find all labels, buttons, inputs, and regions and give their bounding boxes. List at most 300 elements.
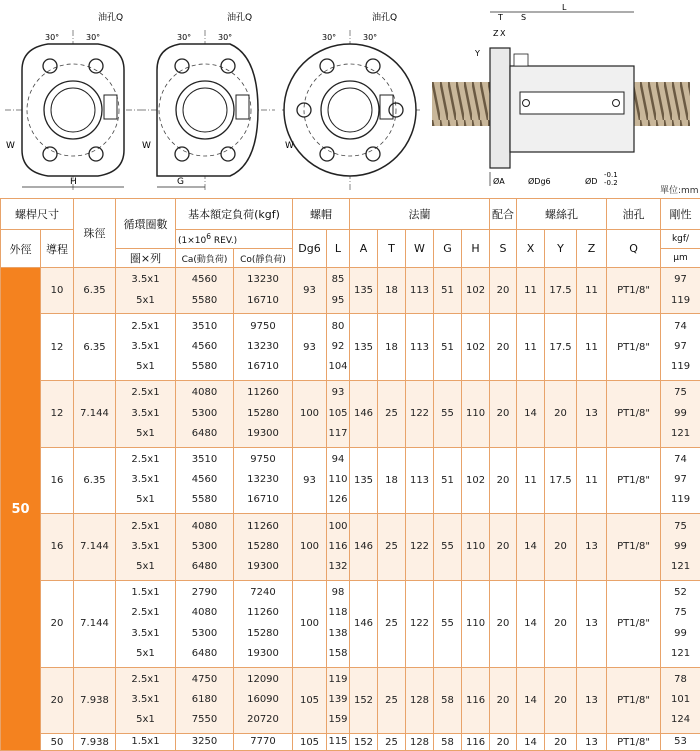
table-row bbox=[1, 667, 700, 734]
z-cell: 13 bbox=[577, 380, 607, 447]
w-cell: 122 bbox=[406, 580, 434, 667]
q-cell: PT1/8" bbox=[607, 447, 661, 514]
q-cell: PT1/8" bbox=[607, 580, 661, 667]
co-cell-value: 9750 bbox=[234, 450, 292, 470]
t-cell: 25 bbox=[378, 667, 406, 734]
h-cell: 110 bbox=[462, 514, 490, 581]
table-row bbox=[1, 514, 700, 581]
rigidity-cell-value: 119 bbox=[661, 357, 700, 377]
ball-dia-cell: 7.938 bbox=[74, 667, 116, 734]
svg-text:30°: 30° bbox=[218, 33, 232, 42]
rigidity-cell-value: 101 bbox=[661, 690, 700, 710]
l-cell-value: 100 bbox=[327, 517, 349, 537]
s-cell: 20 bbox=[490, 447, 517, 514]
t-cell: 25 bbox=[378, 734, 406, 751]
table-row bbox=[1, 380, 700, 447]
header-g: G bbox=[434, 230, 462, 268]
rigidity-cell-value: 124 bbox=[661, 710, 700, 730]
ball-dia-cell: 7.938 bbox=[74, 734, 116, 751]
svg-text:30°: 30° bbox=[177, 33, 191, 42]
h-cell: 116 bbox=[462, 734, 490, 751]
y-cell: 20 bbox=[545, 380, 577, 447]
header-co: Co(靜負荷) bbox=[234, 249, 293, 268]
ca-cell-value: 3510 bbox=[176, 317, 233, 337]
header-x: X bbox=[517, 230, 545, 268]
z-cell: 13 bbox=[577, 734, 607, 751]
lead-cell: 20 bbox=[41, 667, 74, 734]
x-cell: 14 bbox=[517, 580, 545, 667]
x-cell: 11 bbox=[517, 447, 545, 514]
rigidity-cell-value: 119 bbox=[661, 291, 700, 311]
svg-text:Z: Z bbox=[493, 29, 499, 38]
x-cell: 14 bbox=[517, 734, 545, 751]
l-cell-value: 95 bbox=[327, 291, 349, 311]
lead-cell: 50 bbox=[41, 734, 74, 751]
co-cell-value: 15280 bbox=[234, 404, 292, 424]
header-a: A bbox=[350, 230, 378, 268]
z-cell: 13 bbox=[577, 514, 607, 581]
ca-cell-value: 3250 bbox=[176, 734, 233, 750]
outer-diameter-cell: 50 bbox=[1, 268, 41, 751]
svg-text:S: S bbox=[521, 13, 526, 22]
rigidity-cell-value: 78 bbox=[661, 670, 700, 690]
ball-dia-cell: 6.35 bbox=[74, 268, 116, 314]
x-cell: 11 bbox=[517, 268, 545, 314]
ca-cell-value: 4750 bbox=[176, 670, 233, 690]
side-view-drawing bbox=[432, 3, 690, 187]
header-screw-size: 螺桿尺寸 bbox=[1, 199, 74, 230]
table-header bbox=[1, 199, 700, 268]
co-cell-value: 16710 bbox=[234, 490, 292, 510]
co-cell-value: 13230 bbox=[234, 270, 292, 290]
flange-drawing-3 bbox=[282, 11, 420, 190]
circuits-cell-value: 2.5x1 bbox=[116, 517, 175, 537]
rigidity-cell bbox=[661, 667, 700, 734]
circuits-cell-value: 5x1 bbox=[116, 357, 175, 377]
svg-text:-0.1: -0.1 bbox=[604, 171, 618, 179]
spec-table bbox=[0, 198, 700, 751]
ca-cell-value: 7550 bbox=[176, 710, 233, 730]
y-cell: 17.5 bbox=[545, 268, 577, 314]
rigidity-cell bbox=[661, 268, 700, 314]
l-cell bbox=[327, 514, 350, 581]
header-q: Q bbox=[607, 230, 661, 268]
header-fit: 配合 bbox=[490, 199, 517, 230]
h-cell: 116 bbox=[462, 667, 490, 734]
rigidity-cell-value: 99 bbox=[661, 537, 700, 557]
y-cell: 20 bbox=[545, 580, 577, 667]
table-row bbox=[1, 268, 700, 314]
table-row bbox=[1, 314, 700, 381]
s-cell: 20 bbox=[490, 734, 517, 751]
rigidity-cell-value: 119 bbox=[661, 490, 700, 510]
svg-text:L: L bbox=[562, 3, 567, 12]
t-cell: 25 bbox=[378, 514, 406, 581]
co-cell bbox=[234, 447, 293, 514]
h-cell: 102 bbox=[462, 314, 490, 381]
ca-cell-value: 4080 bbox=[176, 383, 233, 403]
ca-cell bbox=[176, 514, 234, 581]
header-rigidity: 剛性 bbox=[661, 199, 700, 230]
header-load-rating: 基本額定負荷(kgf) bbox=[176, 199, 293, 230]
co-cell-value: 19300 bbox=[234, 424, 292, 444]
svg-text:ØD: ØD bbox=[585, 176, 597, 186]
svg-text:30°: 30° bbox=[363, 33, 377, 42]
l-cell-value: 94 bbox=[327, 450, 349, 470]
svg-text:油孔Q: 油孔Q bbox=[227, 11, 252, 23]
circuits-cell-value: 3.5x1 bbox=[116, 404, 175, 424]
ca-cell-value: 4080 bbox=[176, 517, 233, 537]
a-cell: 152 bbox=[350, 667, 378, 734]
q-cell: PT1/8" bbox=[607, 514, 661, 581]
g-cell: 55 bbox=[434, 380, 462, 447]
a-cell: 135 bbox=[350, 314, 378, 381]
oil-hole-label-1: 油孔Q bbox=[98, 11, 123, 23]
header-ball-dia: 珠徑 bbox=[74, 199, 116, 268]
rigidity-cell bbox=[661, 734, 700, 751]
co-cell-value: 13230 bbox=[234, 337, 292, 357]
s-cell: 20 bbox=[490, 514, 517, 581]
l-cell-value: 92 bbox=[327, 337, 349, 357]
q-cell: PT1/8" bbox=[607, 268, 661, 314]
table-row bbox=[1, 580, 700, 667]
z-cell: 11 bbox=[577, 268, 607, 314]
l-cell bbox=[327, 667, 350, 734]
l-cell-value: 93 bbox=[327, 383, 349, 403]
l-cell-value: 139 bbox=[327, 690, 349, 710]
l-cell-value: 126 bbox=[327, 490, 349, 510]
l-cell-value: 116 bbox=[327, 537, 349, 557]
svg-text:30°: 30° bbox=[86, 33, 100, 42]
circuits-cell-value: 2.5x1 bbox=[116, 383, 175, 403]
l-cell-value: 104 bbox=[327, 357, 349, 377]
y-cell: 20 bbox=[545, 734, 577, 751]
g-cell: 51 bbox=[434, 268, 462, 314]
svg-text:G: G bbox=[177, 177, 184, 187]
ca-cell-value: 5300 bbox=[176, 624, 233, 644]
svg-text:H: H bbox=[70, 177, 77, 187]
lead-cell: 16 bbox=[41, 514, 74, 581]
circuits-cell-value: 3.5x1 bbox=[116, 270, 175, 290]
ca-cell-value: 5580 bbox=[176, 490, 233, 510]
l-cell-value: 117 bbox=[327, 424, 349, 444]
rigidity-cell-value: 97 bbox=[661, 270, 700, 290]
circuits-cell bbox=[116, 314, 176, 381]
ca-cell-value: 4560 bbox=[176, 470, 233, 490]
l-cell-value: 80 bbox=[327, 317, 349, 337]
circuits-cell-value: 5x1 bbox=[116, 710, 175, 730]
l-cell bbox=[327, 314, 350, 381]
circuits-cell-value: 2.5x1 bbox=[116, 450, 175, 470]
svg-text:W: W bbox=[142, 141, 151, 151]
co-cell-value: 13230 bbox=[234, 470, 292, 490]
g-cell: 51 bbox=[434, 447, 462, 514]
ca-cell bbox=[176, 314, 234, 381]
w-cell: 113 bbox=[406, 314, 434, 381]
a-cell: 135 bbox=[350, 447, 378, 514]
a-cell: 152 bbox=[350, 734, 378, 751]
ball-dia-cell: 7.144 bbox=[74, 580, 116, 667]
co-cell-value: 15280 bbox=[234, 624, 292, 644]
rigidity-cell-value: 75 bbox=[661, 517, 700, 537]
lead-cell: 10 bbox=[41, 268, 74, 314]
circuits-cell bbox=[116, 447, 176, 514]
l-cell-value: 159 bbox=[327, 710, 349, 730]
dg6-cell: 100 bbox=[293, 380, 327, 447]
rigidity-cell-value: 99 bbox=[661, 404, 700, 424]
g-cell: 55 bbox=[434, 580, 462, 667]
l-cell-value: 158 bbox=[327, 644, 349, 664]
l-cell-value: 105 bbox=[327, 404, 349, 424]
t-cell: 18 bbox=[378, 268, 406, 314]
ca-cell-value: 6180 bbox=[176, 690, 233, 710]
co-cell bbox=[234, 380, 293, 447]
header-circuits: 循環圈數 bbox=[116, 199, 176, 249]
z-cell: 13 bbox=[577, 667, 607, 734]
dg6-cell: 100 bbox=[293, 580, 327, 667]
ball-dia-cell: 7.144 bbox=[74, 380, 116, 447]
svg-text:Y: Y bbox=[474, 49, 480, 58]
t-cell: 18 bbox=[378, 447, 406, 514]
g-cell: 55 bbox=[434, 514, 462, 581]
t-cell: 25 bbox=[378, 580, 406, 667]
header-bolt-hole: 螺絲孔 bbox=[517, 199, 607, 230]
flange-drawing-2 bbox=[140, 11, 275, 190]
circuits-cell-value: 2.5x1 bbox=[116, 670, 175, 690]
svg-text:30°: 30° bbox=[322, 33, 336, 42]
lead-cell: 12 bbox=[41, 314, 74, 381]
ca-cell-value: 5300 bbox=[176, 537, 233, 557]
q-cell: PT1/8" bbox=[607, 314, 661, 381]
co-cell-value: 16710 bbox=[234, 357, 292, 377]
header-dg6: Dg6 bbox=[293, 230, 327, 268]
header-h: H bbox=[462, 230, 490, 268]
svg-text:X: X bbox=[500, 29, 506, 38]
ca-cell-value: 4560 bbox=[176, 337, 233, 357]
rigidity-cell-value: 74 bbox=[661, 317, 700, 337]
h-cell: 102 bbox=[462, 447, 490, 514]
header-rigidity-unit2: μm bbox=[661, 249, 700, 268]
co-cell-value: 15280 bbox=[234, 537, 292, 557]
header-z: Z bbox=[577, 230, 607, 268]
circuits-cell-value: 5x1 bbox=[116, 291, 175, 311]
header-lead: 導程 bbox=[41, 230, 74, 268]
a-cell: 146 bbox=[350, 580, 378, 667]
z-cell: 11 bbox=[577, 314, 607, 381]
w-cell: 128 bbox=[406, 734, 434, 751]
s-cell: 20 bbox=[490, 268, 517, 314]
x-cell: 11 bbox=[517, 314, 545, 381]
x-cell: 14 bbox=[517, 380, 545, 447]
l-cell bbox=[327, 734, 350, 751]
l-cell-value: 110 bbox=[327, 470, 349, 490]
rigidity-cell bbox=[661, 380, 700, 447]
co-cell-value: 11260 bbox=[234, 603, 292, 623]
header-s: S bbox=[490, 230, 517, 268]
header-flange: 法蘭 bbox=[350, 199, 490, 230]
circuits-cell-value: 5x1 bbox=[116, 490, 175, 510]
table-row bbox=[1, 734, 700, 751]
co-cell bbox=[234, 314, 293, 381]
header-rigidity-unit1: kgf/ bbox=[661, 230, 700, 249]
dg6-cell: 93 bbox=[293, 447, 327, 514]
circuits-cell bbox=[116, 514, 176, 581]
co-cell-value: 20720 bbox=[234, 710, 292, 730]
header-oil-hole: 油孔 bbox=[607, 199, 661, 230]
svg-text:-0.2: -0.2 bbox=[604, 179, 618, 187]
y-cell: 20 bbox=[545, 667, 577, 734]
circuits-cell-value: 1.5x1 bbox=[116, 583, 175, 603]
rigidity-cell-value: 121 bbox=[661, 557, 700, 577]
l-cell bbox=[327, 268, 350, 314]
co-cell bbox=[234, 667, 293, 734]
q-cell: PT1/8" bbox=[607, 380, 661, 447]
rigidity-cell bbox=[661, 580, 700, 667]
a-cell: 135 bbox=[350, 268, 378, 314]
ball-dia-cell: 6.35 bbox=[74, 447, 116, 514]
rigidity-cell bbox=[661, 514, 700, 581]
l-cell-value: 132 bbox=[327, 557, 349, 577]
s-cell: 20 bbox=[490, 667, 517, 734]
co-cell-value: 12090 bbox=[234, 670, 292, 690]
svg-text:W: W bbox=[285, 141, 294, 151]
ca-cell bbox=[176, 380, 234, 447]
circuits-cell bbox=[116, 380, 176, 447]
l-cell-value: 118 bbox=[327, 603, 349, 623]
circuits-cell bbox=[116, 580, 176, 667]
co-cell bbox=[234, 734, 293, 751]
header-t: T bbox=[378, 230, 406, 268]
lead-cell: 12 bbox=[41, 380, 74, 447]
l-cell bbox=[327, 447, 350, 514]
x-cell: 14 bbox=[517, 514, 545, 581]
ca-cell bbox=[176, 667, 234, 734]
s-cell: 20 bbox=[490, 580, 517, 667]
circuits-cell-value: 5x1 bbox=[116, 644, 175, 664]
ca-cell bbox=[176, 580, 234, 667]
y-cell: 17.5 bbox=[545, 447, 577, 514]
w-cell: 113 bbox=[406, 447, 434, 514]
unit-label: 單位:mm bbox=[660, 183, 699, 196]
w-cell: 122 bbox=[406, 514, 434, 581]
circuits-cell-value: 1.5x1 bbox=[116, 734, 175, 750]
circuits-cell-value: 5x1 bbox=[116, 557, 175, 577]
ca-cell-value: 5580 bbox=[176, 291, 233, 311]
svg-text:ØDg6: ØDg6 bbox=[528, 176, 551, 186]
co-cell-value: 11260 bbox=[234, 383, 292, 403]
g-cell: 58 bbox=[434, 734, 462, 751]
dg6-cell: 105 bbox=[293, 734, 327, 751]
ca-cell bbox=[176, 734, 234, 751]
rigidity-cell-value: 75 bbox=[661, 383, 700, 403]
rigidity-cell-value: 121 bbox=[661, 424, 700, 444]
z-cell: 13 bbox=[577, 580, 607, 667]
circuits-cell-value: 3.5x1 bbox=[116, 690, 175, 710]
z-cell: 11 bbox=[577, 447, 607, 514]
ca-cell-value: 4080 bbox=[176, 603, 233, 623]
ca-cell-value: 5580 bbox=[176, 357, 233, 377]
rigidity-cell-value: 99 bbox=[661, 624, 700, 644]
header-nut: 螺帽 bbox=[293, 199, 350, 230]
dg6-cell: 105 bbox=[293, 667, 327, 734]
ca-cell-value: 6480 bbox=[176, 644, 233, 664]
flange-drawing-1 bbox=[5, 11, 140, 190]
q-cell: PT1/8" bbox=[607, 734, 661, 751]
ca-cell-value: 4560 bbox=[176, 270, 233, 290]
header-y: Y bbox=[545, 230, 577, 268]
lead-cell: 16 bbox=[41, 447, 74, 514]
header-l: L bbox=[327, 230, 350, 268]
lead-cell: 20 bbox=[41, 580, 74, 667]
header-ca: Ca(動負荷) bbox=[176, 249, 234, 268]
ca-cell-value: 6480 bbox=[176, 424, 233, 444]
circuits-cell bbox=[116, 268, 176, 314]
q-cell: PT1/8" bbox=[607, 667, 661, 734]
circuits-cell bbox=[116, 667, 176, 734]
w-cell: 122 bbox=[406, 380, 434, 447]
rigidity-cell-value: 121 bbox=[661, 644, 700, 664]
ca-cell bbox=[176, 268, 234, 314]
ca-cell-value: 5300 bbox=[176, 404, 233, 424]
rigidity-cell-value: 75 bbox=[661, 603, 700, 623]
s-cell: 20 bbox=[490, 314, 517, 381]
co-cell bbox=[234, 268, 293, 314]
co-cell bbox=[234, 580, 293, 667]
co-cell-value: 16710 bbox=[234, 291, 292, 311]
circuits-cell-value: 3.5x1 bbox=[116, 337, 175, 357]
rigidity-cell-value: 53 bbox=[661, 734, 700, 750]
header-circuits-unit: 圈×列 bbox=[116, 249, 176, 268]
rigidity-cell-value: 74 bbox=[661, 450, 700, 470]
circuits-cell bbox=[116, 734, 176, 751]
h-cell: 110 bbox=[462, 380, 490, 447]
ca-cell-value: 3510 bbox=[176, 450, 233, 470]
ca-cell bbox=[176, 447, 234, 514]
svg-text:30°: 30° bbox=[45, 33, 59, 42]
circuits-cell-value: 2.5x1 bbox=[116, 603, 175, 623]
co-cell-value: 7240 bbox=[234, 583, 292, 603]
l-cell-value: 138 bbox=[327, 624, 349, 644]
svg-text:ØA: ØA bbox=[493, 176, 505, 186]
l-cell-value: 85 bbox=[327, 270, 349, 290]
rigidity-cell-value: 97 bbox=[661, 470, 700, 490]
g-cell: 58 bbox=[434, 667, 462, 734]
circuits-cell-value: 3.5x1 bbox=[116, 470, 175, 490]
co-cell-value: 7770 bbox=[234, 734, 292, 750]
a-cell: 146 bbox=[350, 514, 378, 581]
rigidity-cell bbox=[661, 314, 700, 381]
l-cell-value: 98 bbox=[327, 583, 349, 603]
a-cell: 146 bbox=[350, 380, 378, 447]
co-cell-value: 9750 bbox=[234, 317, 292, 337]
ball-dia-cell: 7.144 bbox=[74, 514, 116, 581]
dg6-cell: 93 bbox=[293, 314, 327, 381]
svg-text:W: W bbox=[6, 141, 15, 151]
ca-cell-value: 2790 bbox=[176, 583, 233, 603]
y-cell: 20 bbox=[545, 514, 577, 581]
svg-text:T: T bbox=[497, 13, 503, 22]
table-row bbox=[1, 447, 700, 514]
co-cell-value: 19300 bbox=[234, 557, 292, 577]
t-cell: 18 bbox=[378, 314, 406, 381]
co-cell-value: 19300 bbox=[234, 644, 292, 664]
g-cell: 51 bbox=[434, 314, 462, 381]
co-cell-value: 11260 bbox=[234, 517, 292, 537]
l-cell-value: 119 bbox=[327, 670, 349, 690]
l-cell-value: 115 bbox=[327, 734, 349, 750]
co-cell-value: 16090 bbox=[234, 690, 292, 710]
co-cell bbox=[234, 514, 293, 581]
